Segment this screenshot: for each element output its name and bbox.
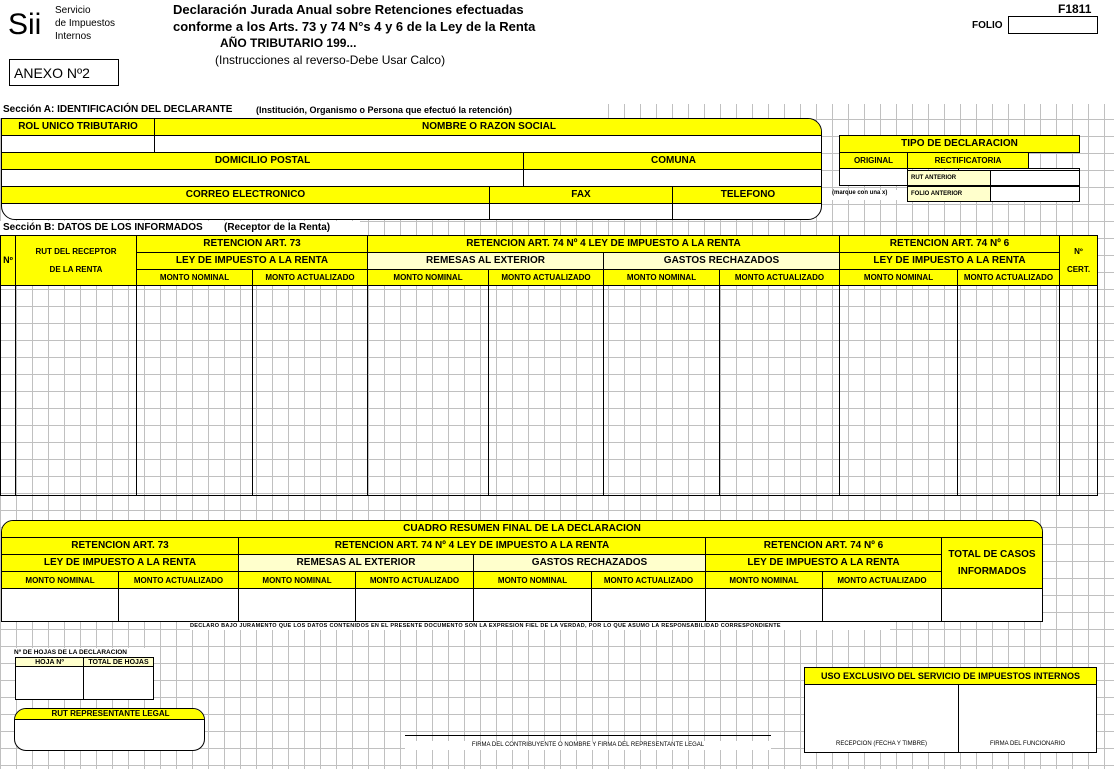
rut-field[interactable] xyxy=(2,136,155,153)
cert-header: Nº CERT. xyxy=(1059,235,1098,286)
total-sheets-label: TOTAL DE HOJAS xyxy=(83,657,154,667)
summary-title: CUADRO RESUMEN FINAL DE LA DECLARACION xyxy=(2,521,1042,538)
summary-total-field[interactable] xyxy=(942,589,1042,622)
col-divider xyxy=(0,286,1,496)
summary-gastos-actualizado-field[interactable] xyxy=(592,589,706,622)
total-sheets-field[interactable] xyxy=(83,666,154,700)
summary-art73-header: RETENCION ART. 73 xyxy=(2,538,239,555)
section-b-title: Sección B: DATOS DE LOS INFORMADOS xyxy=(3,222,203,233)
comuna-field[interactable] xyxy=(524,170,822,187)
signature-line xyxy=(405,735,771,736)
original-checkbox[interactable] xyxy=(839,168,908,186)
summary-art73-actualizado: MONTO ACTUALIZADO xyxy=(119,572,239,589)
final-summary-box xyxy=(1,520,1043,622)
col-divider xyxy=(1097,286,1098,496)
summary-total-header: TOTAL DE CASOS INFORMADOS xyxy=(942,538,1042,589)
folio-label: FOLIO xyxy=(972,20,1003,31)
gastos-header: GASTOS RECHAZADOS xyxy=(603,252,840,270)
fax-field[interactable] xyxy=(490,204,673,220)
remesas-nominal-header: MONTO NOMINAL xyxy=(367,269,489,286)
phone-field[interactable] xyxy=(673,204,822,220)
col-number-header: Nº xyxy=(0,235,16,286)
art73-header: RETENCION ART. 73 xyxy=(136,235,368,253)
col-divider xyxy=(252,286,253,496)
col-divider xyxy=(367,286,368,496)
sii-exclusive-title: USO EXCLUSIVO DEL SERVICIO DE IMPUESTOS INTERNOS xyxy=(805,668,1096,685)
col-divider xyxy=(15,286,16,496)
rut-anterior-field[interactable] xyxy=(990,170,1080,186)
instructions-note: (Instrucciones al reverso-Debe Usar Calco) xyxy=(215,53,446,67)
rut-label: ROL UNICO TRIBUTARIO xyxy=(2,119,155,136)
oath-statement: DECLARO BAJO JURAMENTO QUE LOS DATOS CONTENIDOS EN EL PRESENTE DOCUMENTO SON LA EXPRESION FIEL DE LA VERDAD, POR LO QUE ASUMO LA RESPONSABILIDAD CORRESPONDIENTE xyxy=(190,622,890,630)
header-area xyxy=(0,0,1114,104)
col-divider xyxy=(136,286,137,496)
declaration-type-title: TIPO DE DECLARACION xyxy=(839,135,1080,153)
table-bottom-border xyxy=(0,495,1098,496)
form-code: F1811 xyxy=(1058,2,1092,16)
col-rut-header: RUT DEL RECEPTOR DE LA RENTA xyxy=(15,235,137,286)
sheets-title: Nº DE HOJAS DE LA DECLARACION xyxy=(14,648,158,657)
art74n6-law-header: LEY DE IMPUESTO A LA RENTA xyxy=(839,252,1060,270)
form-title-line2: conforme a los Arts. 73 y 74 N°s 4 y 6 de la Ley de la Renta xyxy=(173,19,536,34)
folio-anterior-field[interactable] xyxy=(990,186,1080,202)
email-label: CORREO ELECTRONICO xyxy=(2,187,490,204)
summary-art74n6-actualizado: MONTO ACTUALIZADO xyxy=(823,572,942,589)
signature-label: FIRMA DEL CONTRIBUYENTE O NOMBRE Y FIRMA DEL REPRESENTANTE LEGAL xyxy=(405,741,771,750)
summary-art73-nominal-field[interactable] xyxy=(2,589,119,622)
summary-remesas-actualizado: MONTO ACTUALIZADO xyxy=(356,572,474,589)
original-label: ORIGINAL xyxy=(839,152,908,169)
summary-gastos-header: GASTOS RECHAZADOS xyxy=(474,555,706,572)
declarant-identification-box xyxy=(1,118,822,220)
summary-art74n6-nominal: MONTO NOMINAL xyxy=(706,572,823,589)
name-label: NOMBRE O RAZON SOCIAL xyxy=(155,119,822,136)
annex-box: ANEXO Nº2 xyxy=(9,59,119,86)
summary-art74n6-actualizado-field[interactable] xyxy=(823,589,942,622)
form-title-line1: Declaración Jurada Anual sobre Retenciones efectuadas xyxy=(173,2,524,17)
summary-art73-actualizado-field[interactable] xyxy=(119,589,239,622)
gastos-actualizado-header: MONTO ACTUALIZADO xyxy=(719,269,840,286)
official-label: FIRMA DEL FUNCIONARIO xyxy=(989,741,1066,747)
summary-remesas-actualizado-field[interactable] xyxy=(356,589,474,622)
col-divider xyxy=(839,286,840,496)
col-divider xyxy=(719,286,720,496)
sii-logo: Sii xyxy=(8,8,42,41)
section-a-title: Sección A: IDENTIFICACIÓN DEL DECLARANTE xyxy=(3,104,233,115)
legal-rep-field[interactable] xyxy=(15,720,205,751)
summary-art74n6-nominal-field[interactable] xyxy=(706,589,823,622)
art74n6-actualizado-header: MONTO ACTUALIZADO xyxy=(957,269,1060,286)
sheet-number-field[interactable] xyxy=(15,666,84,700)
summary-remesas-header: REMESAS AL EXTERIOR xyxy=(239,555,474,572)
col-divider xyxy=(488,286,489,496)
remesas-header: REMESAS AL EXTERIOR xyxy=(367,252,604,270)
summary-art74n6-header: RETENCION ART. 74 Nº 6 xyxy=(706,538,942,555)
address-label: DOMICILIO POSTAL xyxy=(2,153,524,170)
summary-art73-law-header: LEY DE IMPUESTO A LA RENTA xyxy=(2,555,239,572)
comuna-label: COMUNA xyxy=(524,153,822,170)
folio-anterior-label: FOLIO ANTERIOR xyxy=(907,186,991,202)
art73-actualizado-header: MONTO ACTUALIZADO xyxy=(252,269,368,286)
summary-gastos-nominal: MONTO NOMINAL xyxy=(474,572,592,589)
rut-anterior-label: RUT ANTERIOR xyxy=(907,170,991,186)
phone-label: TELEFONO xyxy=(673,187,822,204)
summary-remesas-nominal-field[interactable] xyxy=(239,589,356,622)
official-signature-field[interactable] xyxy=(959,685,1096,740)
sii-exclusive-box xyxy=(804,667,1097,753)
email-field[interactable] xyxy=(2,204,490,220)
art74n6-header: RETENCION ART. 74 Nº 6 xyxy=(839,235,1060,253)
informed-persons-body[interactable] xyxy=(0,286,1098,496)
summary-art74n6-law-header: LEY DE IMPUESTO A LA RENTA xyxy=(706,555,942,572)
sheet-number-label: HOJA Nº xyxy=(15,657,84,667)
summary-art74n4-header: RETENCION ART. 74 Nº 4 LEY DE IMPUESTO A LA RENTA xyxy=(239,538,706,555)
col-divider xyxy=(603,286,604,496)
informed-persons-table xyxy=(0,235,1098,496)
art73-nominal-header: MONTO NOMINAL xyxy=(136,269,253,286)
legal-rep-box xyxy=(14,708,205,751)
section-b-subtitle: (Receptor de la Renta) xyxy=(224,222,331,233)
remesas-actualizado-header: MONTO ACTUALIZADO xyxy=(488,269,604,286)
mark-note: (marque con una x) xyxy=(832,190,907,200)
folio-field[interactable] xyxy=(1008,16,1098,34)
tax-year: AÑO TRIBUTARIO 199... xyxy=(220,36,357,50)
reception-label: RECEPCION (FECHA Y TIMBRE) xyxy=(835,741,928,747)
summary-gastos-actualizado: MONTO ACTUALIZADO xyxy=(592,572,706,589)
fax-label: FAX xyxy=(490,187,673,204)
col-divider xyxy=(957,286,958,496)
rectificatoria-label: RECTIFICATORIA xyxy=(907,152,1029,169)
art73-law-header: LEY DE IMPUESTO A LA RENTA xyxy=(136,252,368,270)
summary-gastos-nominal-field[interactable] xyxy=(474,589,592,622)
section-a-subtitle: (Institución, Organismo o Persona que efectuó la retención) xyxy=(256,105,513,115)
name-field[interactable] xyxy=(155,136,822,153)
summary-remesas-nominal: MONTO NOMINAL xyxy=(239,572,356,589)
art74n4-header: RETENCION ART. 74 Nº 4 LEY DE IMPUESTO A LA RENTA xyxy=(367,235,840,253)
art74n6-nominal-header: MONTO NOMINAL xyxy=(839,269,958,286)
col-divider xyxy=(1059,286,1060,496)
agency-name: Servicio de Impuestos Internos xyxy=(55,5,116,42)
address-field[interactable] xyxy=(2,170,524,187)
gastos-nominal-header: MONTO NOMINAL xyxy=(603,269,720,286)
summary-art73-nominal: MONTO NOMINAL xyxy=(2,572,119,589)
reception-field[interactable] xyxy=(805,685,958,740)
legal-rep-label: RUT REPRESENTANTE LEGAL xyxy=(15,709,205,720)
